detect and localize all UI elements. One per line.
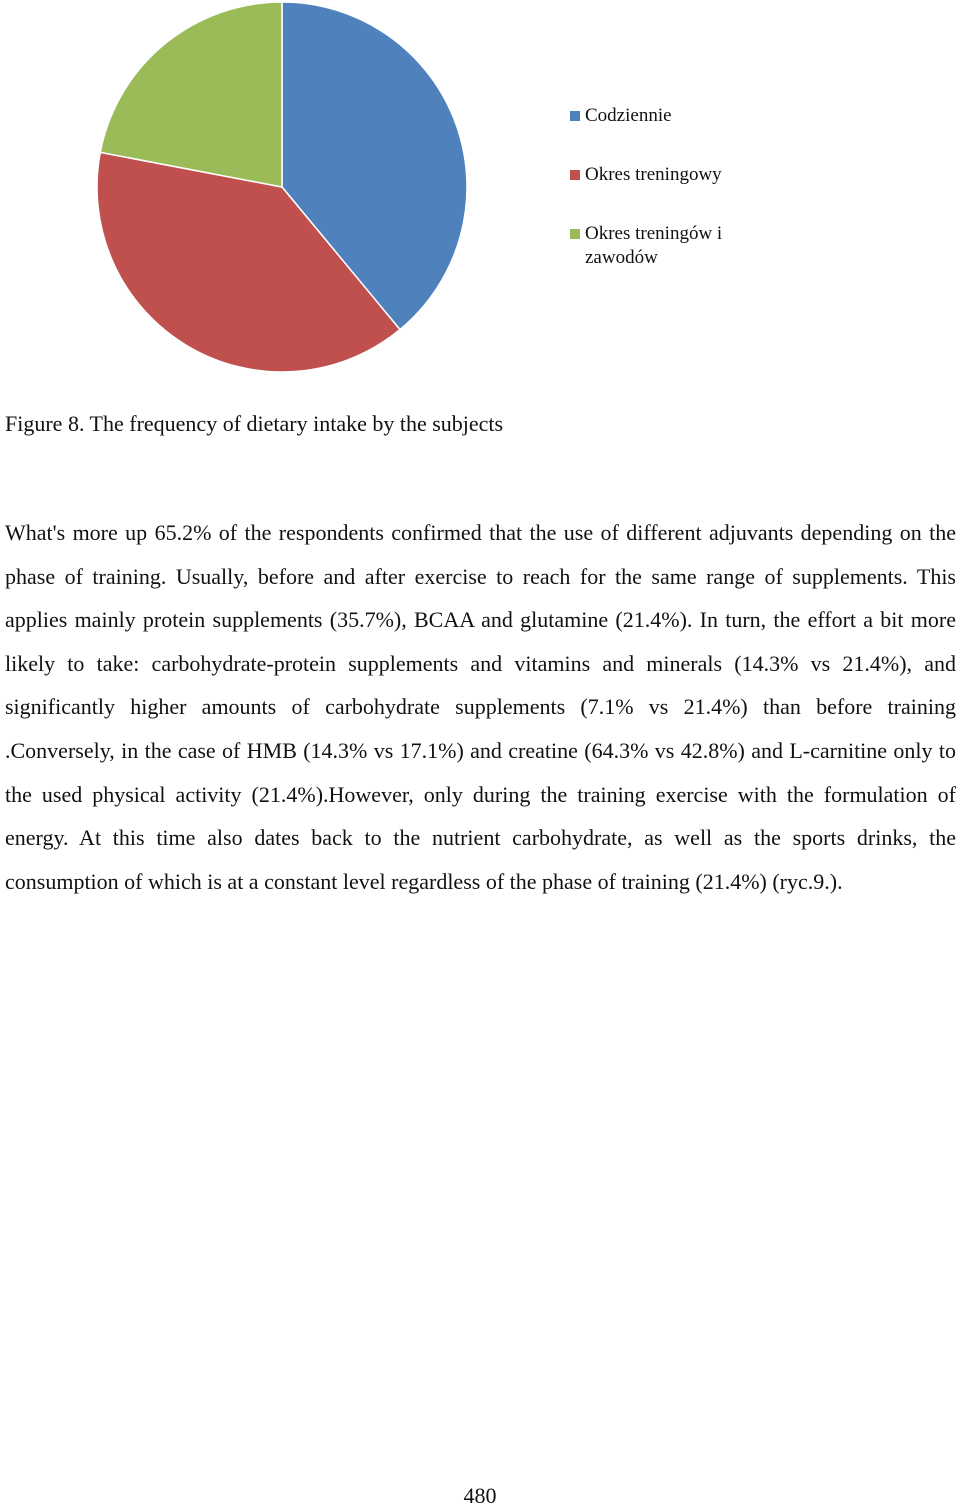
legend-label: Okres treningowy [585, 164, 722, 185]
pie-chart [0, 0, 960, 390]
body-paragraph: What's more up 65.2% of the respondents confirmed that the use of different adjuvants depending on the phase of training. Usually, before and after exercise to reach for the same range of supplements. This applies mainly protein supplements (35.7%), BCAA and glutamine (21.4%). In turn, the effort a bit more likely to take: carbohydrate-protein supplements and vitamins and minerals (14.3% vs 21.4%), and significantly higher amounts of carbohydrate supplements (7.1% vs 21.4%) than before training .Conversely, in the case of HMB (14.3% vs 17.1%) and creatine (64.3% vs 42.8%) and L-carnitine only to the used physical activity (21.4%).However, only during the training exercise with the formulation of energy. At this time also dates back to the nutrient carbohydrate, as well as the sports drinks, the consumption of which is at a constant level regardless of the phase of training (21.4%) (ryc.9.). [5, 520, 956, 894]
legend-item-codziennie [570, 104, 755, 128]
legend-label: Codziennie [585, 105, 672, 126]
page-number: 480 [463, 1483, 497, 1508]
legend-item-okres-treningowy [570, 163, 755, 187]
legend-item-okres-treningow-i-zawodow [570, 222, 755, 270]
legend-label: Okres treningów i zawodów [585, 223, 723, 268]
legend-swatch [570, 229, 580, 239]
legend-swatch [570, 111, 580, 121]
pie-slices [97, 2, 467, 372]
figure-caption: Figure 8. The frequency of dietary intake by the subjects [5, 411, 504, 436]
legend-swatch [570, 170, 580, 180]
